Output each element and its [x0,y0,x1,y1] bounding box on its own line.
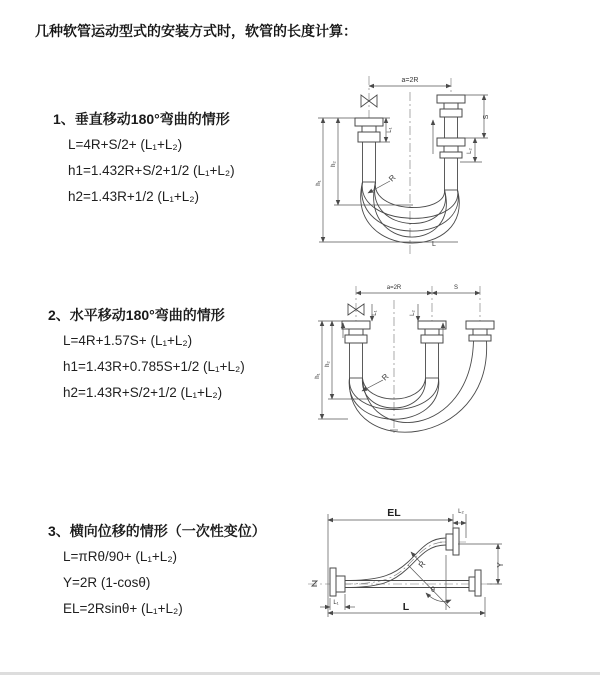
span-label: a=2R [401,77,419,84]
page-title: 几种软管运动型式的安装方式时，软管的长度计算： [35,23,357,39]
dimension-l1 [320,594,355,610]
diagram-lateral-displacement [300,498,600,650]
dimension-s [432,285,480,293]
length-label: L [402,601,410,613]
section-1-heading: 1、垂直移动180°弯曲的情形 [53,111,230,127]
braid-section [363,142,376,182]
s-label: S [453,285,459,291]
dimension-el [328,507,453,617]
left-flange [330,568,345,596]
angle-construction [408,555,451,610]
break-mark [312,581,317,586]
l1-label: L₁ [387,127,393,133]
formula-2-l: L=4R+1.57S+ (L₁+L₂) [63,333,193,348]
formula-2-h2: h2=1.43R+S/2+1/2 (L₁+L₂) [63,385,223,400]
radius-label: R [380,372,391,383]
l1-label: L₁ [333,600,339,606]
right-connector-two-positions [433,95,465,190]
formula-1-h1: h1=1.432R+S/2+1/2 (L₁+L₂) [68,163,235,178]
section-1 [53,111,235,210]
formula-1-h2: h2=1.43R+1/2 (L₁+L₂) [68,189,200,204]
section-2-heading: 2、水平移动180°弯曲的情形 [48,307,225,323]
radius-label: R [387,173,398,184]
span-label: a=2R [386,285,402,291]
length-label: L [432,241,436,248]
middle-connector [418,321,446,378]
braid-section [445,158,458,190]
radius-label: R [416,559,428,570]
section-3 [48,523,266,622]
diagram-vertical-180-bend [310,68,600,263]
diagram-horizontal-180-bend [310,278,600,463]
formula-2-h1: h1=1.43R+0.785S+1/2 (L₁+L₂) [63,359,245,374]
left-connector [355,118,383,182]
dimension-l2 [410,304,418,321]
l2-label: L₂ [458,509,464,515]
theta-label: θ [431,587,435,594]
dimension-span-a2r [356,285,432,293]
dimension-l2 [467,138,475,162]
section-3-heading: 3、横向位移的情形（一次性变位） [48,523,266,539]
section-2 [48,307,245,406]
y-label: Y [496,562,505,568]
l1-label: L₁ [372,310,378,316]
formula-1-l: L=4R+S/2+ (L₁+L₂) [68,137,183,152]
radius-callout [411,552,428,569]
dimension-h1 [316,118,458,242]
h1-label: h₁ [315,373,321,379]
formula-3-l: L=πRθ/90+ (L₁+L₂) [63,549,178,564]
dimension-span-a2r [369,77,451,86]
s-label: S [483,114,490,120]
l2-label: L₂ [467,148,473,154]
h2-label: h₂ [325,361,331,367]
right-connector [466,321,494,341]
h2-label: h₂ [331,161,337,167]
top-right-flange [446,528,459,555]
left-connector [342,321,370,378]
braid-section [350,343,363,378]
radius-callout [368,173,398,193]
braid-section [426,343,439,378]
formula-3-y: Y=2R (1-cosθ) [63,575,151,590]
el-label: EL [387,507,401,519]
dimension-l1 [372,304,378,321]
l2-label: L₂ [410,310,416,316]
h1-label: h₁ [316,180,322,186]
formula-3-el: EL=2Rsinθ+ (L₁+L₂) [63,601,183,616]
